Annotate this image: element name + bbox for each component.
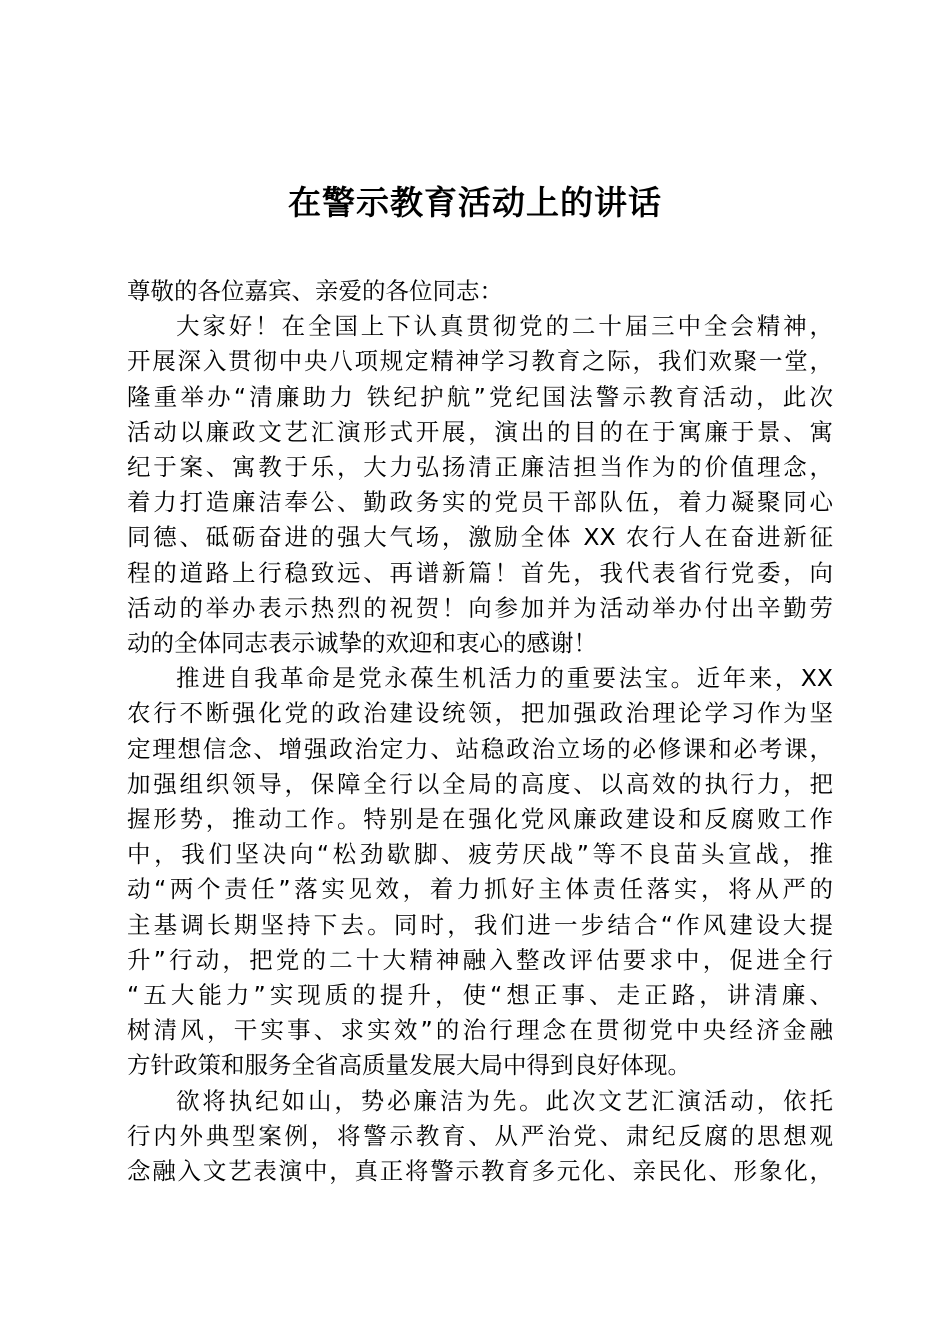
paragraph-line: 纪于案、寓教于乐，大力弘扬清正廉洁担当作为的价值理念，	[127, 453, 833, 482]
paragraph-line: 隆重举办“清廉助力 铁纪护航”党纪国法警示教育活动，此次	[127, 382, 833, 411]
paragraph-line: 着力打造廉洁奉公、勤政务实的党员干部队伍，着力凝聚同心	[127, 488, 833, 517]
paragraph-line: 主基调长期坚持下去。同时，我们进一步结合“作风建设大提	[127, 910, 833, 939]
paragraph-line: 动“两个责任”落实见效，着力抓好主体责任落实，将从严的	[127, 875, 833, 904]
paragraph-line: 活动以廉政文艺汇演形式开展，演出的目的在于寓廉于景、寓	[127, 417, 833, 446]
paragraph-line: 开展深入贯彻中央八项规定精神学习教育之际，我们欢聚一堂，	[127, 347, 833, 376]
paragraph-2	[127, 661, 833, 1083]
paragraph-line: 中，我们坚决向“松劲歇脚、疲劳厌战”等不良苗头宣战，推	[127, 840, 833, 869]
paragraph-line: 定理想信念、增强政治定力、站稳政治立场的必修课和必考课，	[127, 734, 833, 763]
paragraph-line: 动的全体同志表示诚挚的欢迎和衷心的感谢！	[127, 629, 597, 658]
paragraph-line: 程的道路上行稳致远、再谱新篇！首先，我代表省行党委，向	[127, 558, 833, 587]
paragraph-3	[127, 1084, 833, 1190]
paragraph-line: 树清风，干实事、求实效”的治行理念在贯彻党中央经济金融	[127, 1016, 833, 1045]
paragraph-line: 升”行动，把党的二十大精神融入整改评估要求中，促进全行	[127, 945, 833, 974]
paragraph-line: 同德、砥砺奋进的强大气场，激励全体 XX 农行人在奋进新征	[127, 523, 833, 552]
paragraph-line: 行内外典型案例，将警示教育、从严治党、肃纪反腐的思想观	[127, 1121, 833, 1150]
salutation: 尊敬的各位嘉宾、亲爱的各位同志：	[127, 277, 503, 305]
paragraph-line: 活动的举办表示热烈的祝贺！向参加并为活动举办付出辛勤劳	[127, 593, 833, 622]
paragraph-line: 大家好！在全国上下认真贯彻党的二十届三中全会精神，	[176, 312, 833, 341]
paragraph-line: “五大能力”实现质的提升，使“想正事、走正路，讲清廉、	[127, 981, 833, 1010]
paragraph-line: 念融入文艺表演中，真正将警示教育多元化、亲民化、形象化，	[127, 1157, 833, 1186]
paragraph-line: 加强组织领导，保障全行以全局的高度、以高效的执行力，把	[127, 769, 833, 798]
document-body	[127, 274, 833, 1189]
paragraph-line: 方针政策和服务全省高质量发展大局中得到良好体现。	[127, 1051, 691, 1080]
document-title: 在警示教育活动上的讲话	[288, 183, 662, 222]
paragraph-line: 农行不断强化党的政治建设统领，把加强政治理论学习作为坚	[127, 699, 833, 728]
paragraph-line: 推进自我革命是党永葆生机活力的重要法宝。近年来，XX	[176, 664, 833, 693]
paragraph-line: 欲将执纪如山，势必廉洁为先。此次文艺汇演活动，依托	[176, 1086, 833, 1115]
paragraph-1	[127, 309, 833, 661]
paragraph-line: 握形势，推动工作。特别是在强化党风廉政建设和反腐败工作	[127, 805, 833, 834]
